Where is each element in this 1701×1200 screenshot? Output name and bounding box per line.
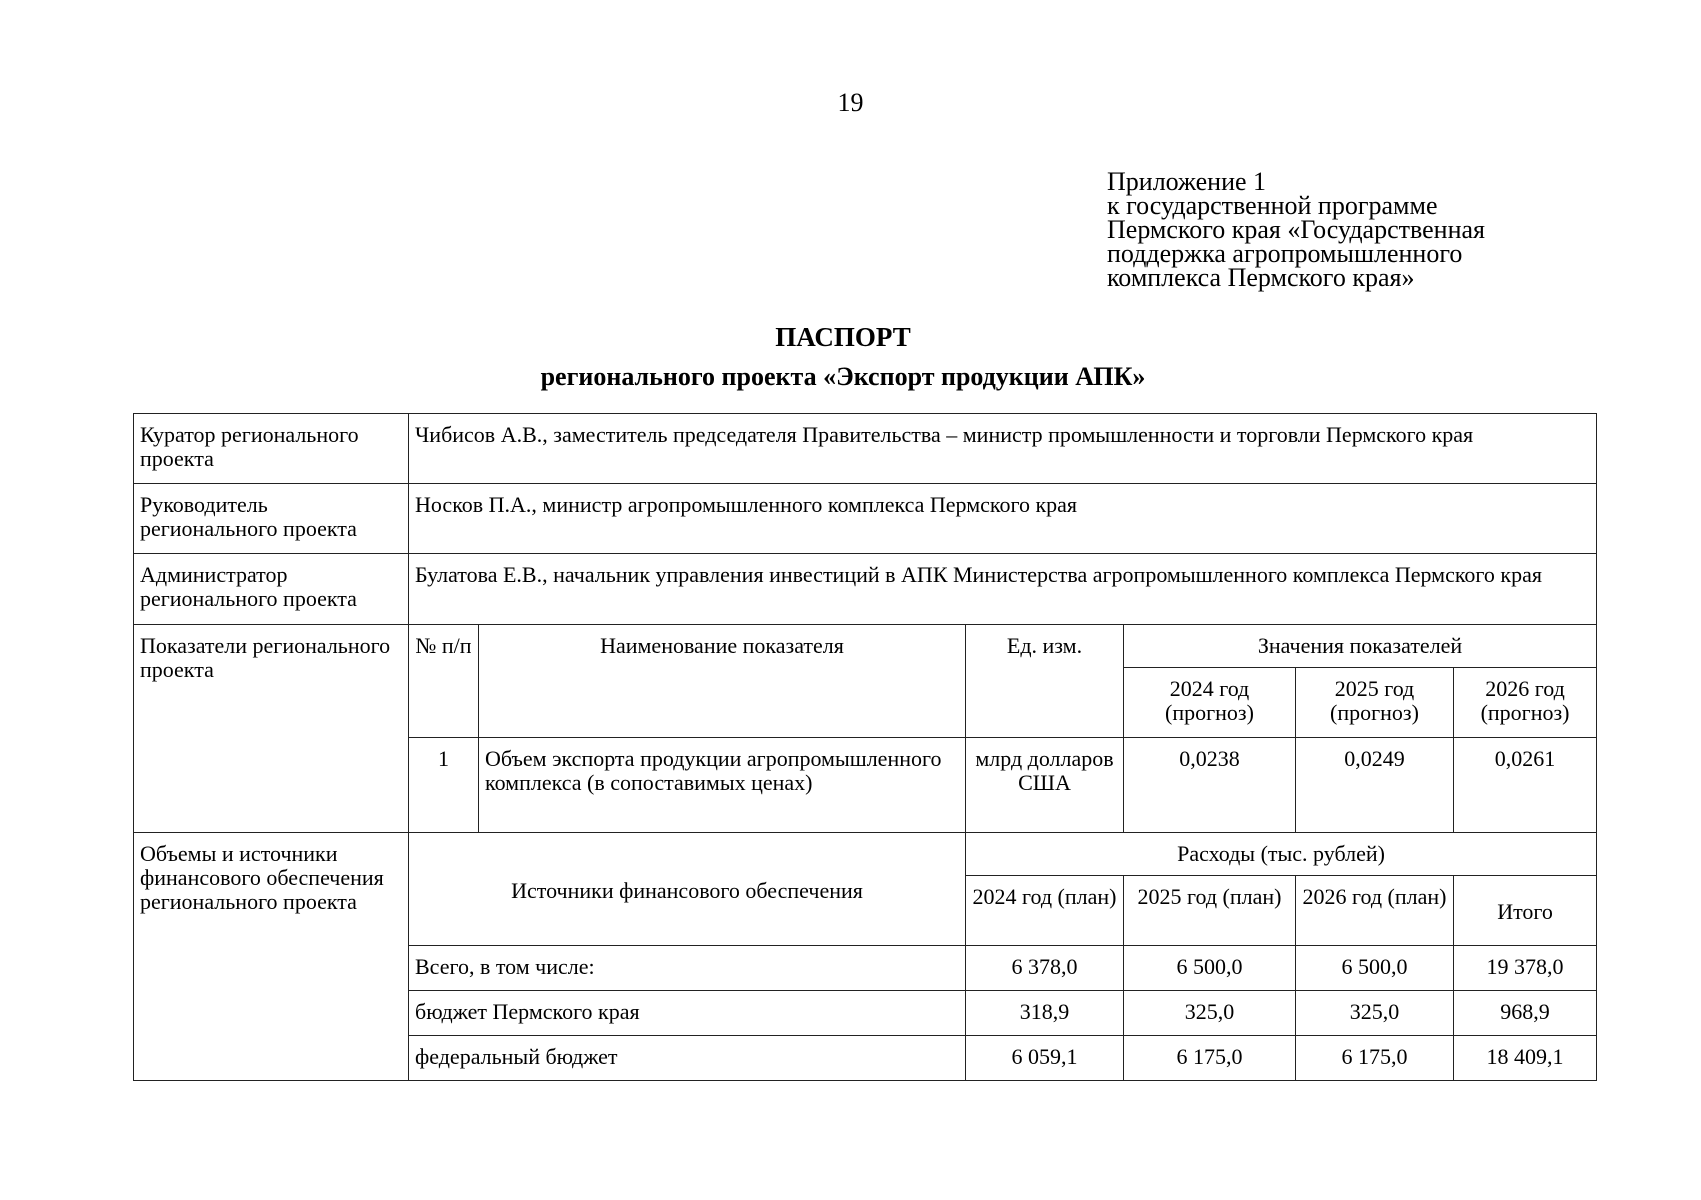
indicator-name: Объем экспорта продукции агропромышленного комплекса (в сопоставимых ценах) — [479, 738, 966, 833]
finance-value: 6 378,0 — [966, 946, 1124, 991]
document-title: ПАСПОРТ — [775, 322, 911, 352]
finance-value: 6 175,0 — [1124, 1036, 1296, 1081]
administrator-label: Администратор регионального проекта — [134, 554, 409, 625]
finance-source: федеральный бюджет — [409, 1036, 966, 1081]
indicator-year-header: 2026 год (прогноз) — [1454, 668, 1597, 738]
head-label: Руководитель регионального проекта — [134, 484, 409, 554]
administrator-row — [134, 554, 1597, 625]
page-number: 19 — [837, 88, 864, 117]
head-value: Носков П.А., министр агропромышленного комплекса Пермского края — [409, 484, 1597, 554]
finance-header-row — [134, 833, 1597, 876]
indicator-value: 0,0238 — [1124, 738, 1296, 833]
indicator-value: 0,0261 — [1454, 738, 1597, 833]
curator-value: Чибисов А.В., заместитель председателя Правительства – министр промышленности и торговли Пермского края — [409, 414, 1597, 484]
indicators-header-row — [134, 625, 1597, 668]
finance-value: 968,9 — [1454, 991, 1597, 1036]
finance-year-header: 2024 год (план) — [966, 876, 1124, 946]
indicator-number: 1 — [409, 738, 479, 833]
annex-line: Пермского края «Государственная — [1107, 215, 1485, 244]
head-row — [134, 484, 1597, 554]
finance-value: 6 175,0 — [1296, 1036, 1454, 1081]
indicator-values-header: Значения показателей — [1124, 625, 1597, 668]
finance-value: 325,0 — [1124, 991, 1296, 1036]
finance-year-header: 2025 год (план) — [1124, 876, 1296, 946]
indicator-unit: млрд долларов США — [966, 738, 1124, 833]
finance-sources-header: Источники финансового обеспечения — [409, 833, 966, 946]
finance-source: бюджет Пермского края — [409, 991, 966, 1036]
finance-source: Всего, в том числе: — [409, 946, 966, 991]
annex-line: комплекса Пермского края» — [1107, 263, 1415, 292]
passport-table — [133, 413, 1597, 1081]
indicator-unit-header: Ед. изм. — [966, 625, 1124, 738]
administrator-value: Булатова Е.В., начальник управления инвестиций в АПК Министерства агропромышленного комплекса Пермского края — [409, 554, 1597, 625]
indicator-year-header: 2025 год (прогноз) — [1296, 668, 1454, 738]
finance-value: 318,9 — [966, 991, 1124, 1036]
finance-value: 325,0 — [1296, 991, 1454, 1036]
finance-value: 18 409,1 — [1454, 1036, 1597, 1081]
annex-line: поддержка агропромышленного — [1107, 239, 1463, 268]
finance-year-header: 2026 год (план) — [1296, 876, 1454, 946]
indicators-label: Показатели регионального проекта — [134, 625, 409, 833]
annex-line: Приложение 1 — [1107, 167, 1267, 196]
curator-row — [134, 414, 1597, 484]
finance-value: 19 378,0 — [1454, 946, 1597, 991]
finance-expenses-header: Расходы (тыс. рублей) — [966, 833, 1597, 876]
indicator-name-header: Наименование показателя — [479, 625, 966, 738]
indicator-number-header: № п/п — [409, 625, 479, 738]
indicator-value: 0,0249 — [1296, 738, 1454, 833]
annex-line: к государственной программе — [1107, 191, 1438, 220]
indicator-year-header: 2024 год (прогноз) — [1124, 668, 1296, 738]
finance-label: Объемы и источники финансового обеспечения регионального проекта — [134, 833, 409, 1081]
curator-label: Куратор регионального проекта — [134, 414, 409, 484]
finance-value: 6 500,0 — [1296, 946, 1454, 991]
finance-value: 6 059,1 — [966, 1036, 1124, 1081]
annex-block — [1107, 167, 1485, 292]
finance-value: 6 500,0 — [1124, 946, 1296, 991]
finance-total-header: Итого — [1454, 876, 1597, 946]
document-subtitle: регионального проекта «Экспорт продукции АПК» — [540, 362, 1146, 391]
